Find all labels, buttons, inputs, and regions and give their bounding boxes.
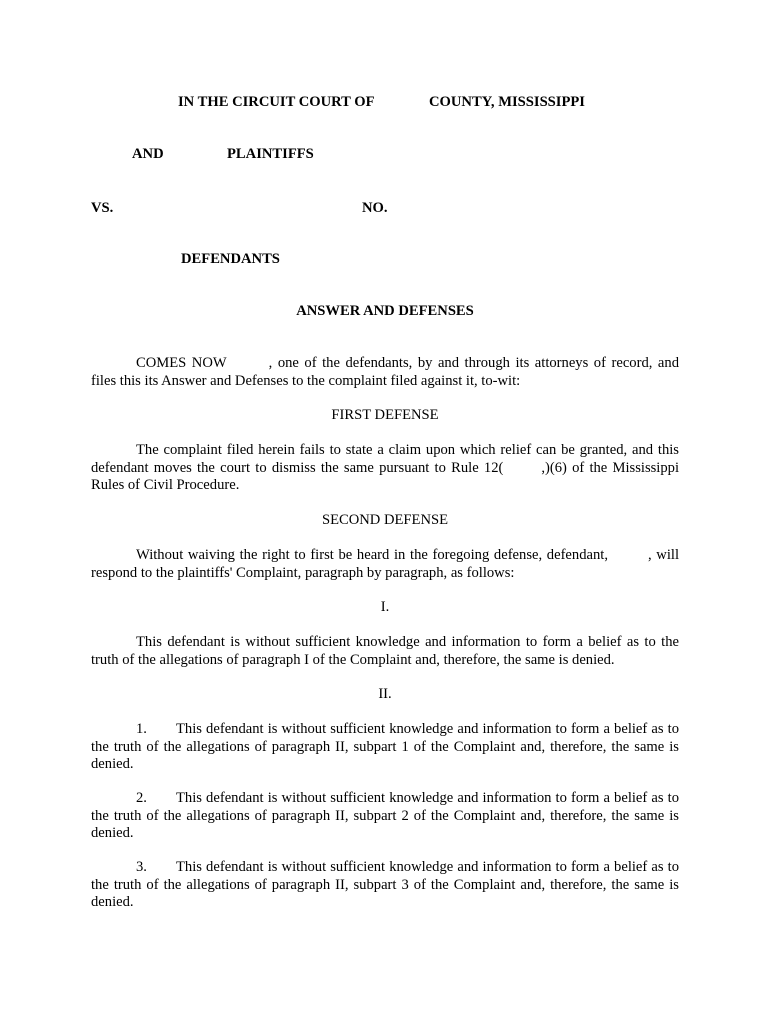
case-number-label: NO. (362, 200, 388, 216)
section-ii-item-3 (91, 859, 679, 912)
section-i-paragraph (91, 634, 679, 669)
second-defense-paragraph (91, 547, 679, 582)
section-ii-heading: II. (378, 686, 392, 702)
intro-text-start: COMES NOW (136, 355, 227, 371)
section-i-text: This defendant is without sufficient knowledge and information to form a belief as to the truth of the allegations of paragraph I of the Complaint and, therefore, the same is denied. (91, 634, 679, 668)
court-name-left: IN THE CIRCUIT COURT OF (178, 94, 375, 110)
defendants-label: DEFENDANTS (181, 251, 280, 267)
plaintiffs-label: PLAINTIFFS (227, 146, 314, 162)
item-number: 3. (136, 859, 147, 875)
first-defense-heading: FIRST DEFENSE (331, 407, 439, 423)
section-ii-item-2 (91, 790, 679, 843)
document-title: ANSWER AND DEFENSES (296, 303, 474, 319)
first-defense-text-start: The complaint filed herein fails to state a claim upon which relief can be granted, and this defendant moves the court to dismiss the same pursuant to Rule 12( (91, 442, 679, 476)
vs-label: VS. (91, 200, 114, 216)
first-defense-text-rest: ,)(6) of the Mississippi Rules of Civil Procedure. (91, 459, 680, 494)
first-defense-paragraph (91, 442, 679, 495)
section-i-heading: I. (380, 599, 390, 615)
court-county: COUNTY, MISSISSIPPI (429, 94, 585, 110)
intro-paragraph (91, 355, 679, 390)
second-defense-text-start: Without waiving the right to first be heard in the foregoing defense, defendant, (136, 547, 608, 563)
intro-text-rest: , one of the defendants, by and through its attorneys of record, and files this its Answer and Defenses to the complaint filed against it, to-wit: (91, 355, 679, 389)
and-label: AND (132, 146, 164, 162)
second-defense-heading: SECOND DEFENSE (321, 512, 449, 528)
second-defense-text-rest: , will respond to the plaintiffs' Complaint, paragraph by paragraph, as follows: (91, 547, 679, 581)
item-text: This defendant is without sufficient knowledge and information to form a belief as to the truth of the allegations of paragraph II, subpart 2 of the Complaint and, therefore, the same is denied. (91, 790, 679, 842)
item-number: 1. (136, 721, 147, 737)
item-text: This defendant is without sufficient knowledge and information to form a belief as to the truth of the allegations of paragraph II, subpart 1 of the Complaint and, therefore, the same is denied. (91, 721, 679, 773)
section-ii-item-1 (91, 721, 679, 774)
item-text: This defendant is without sufficient knowledge and information to form a belief as to the truth of the allegations of paragraph II, subpart 3 of the Complaint and, therefore, the same is denied. (91, 859, 679, 911)
item-number: 2. (136, 790, 147, 806)
